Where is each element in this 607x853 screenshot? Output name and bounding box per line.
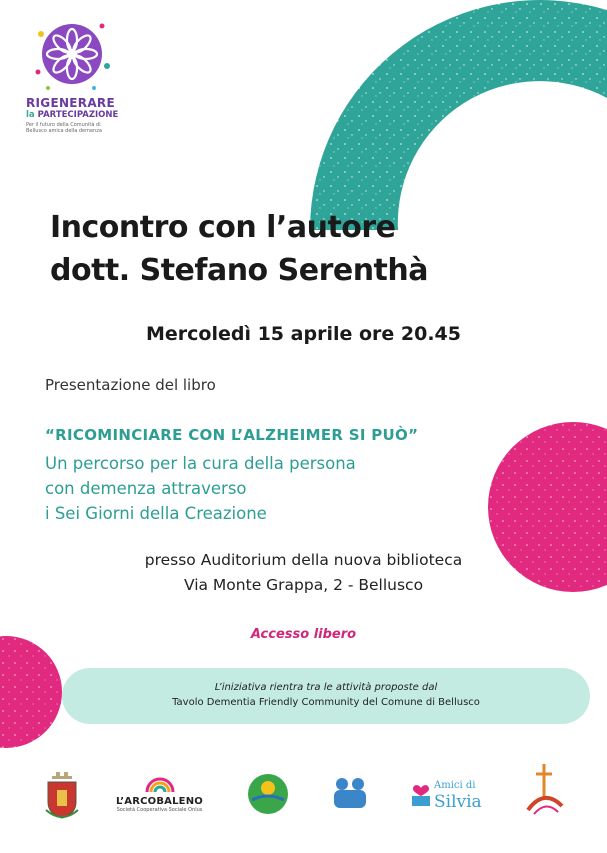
intro-text: Presentazione del libro — [45, 376, 216, 394]
silvia-name: Silvia — [434, 792, 482, 812]
sponsor-logos — [0, 752, 607, 832]
book-sub-line2: con demenza attraverso — [45, 479, 247, 498]
silvia-amici: Amici di — [434, 780, 476, 791]
book-sub-line3: i Sei Giorni della Creazione — [45, 504, 267, 523]
venue-line1: presso Auditorium della nuova biblioteca — [144, 551, 463, 569]
access-note: Accesso libero — [250, 627, 357, 642]
amici-di-silvia-logo — [410, 776, 490, 812]
volunteers-group-logo-icon — [330, 774, 370, 814]
parish-logo-icon — [522, 760, 568, 818]
book-sub-line1: Un percorso per la cura della persona — [45, 454, 356, 473]
arcobaleno-logo — [112, 772, 207, 813]
rigenerare-logo — [26, 14, 146, 134]
banner-line2: Tavolo Dementia Friendly Community del Comune di Bellusco — [172, 697, 480, 708]
heart-hands-icon — [410, 780, 432, 808]
headline-line1: Incontro con l’autore — [50, 210, 396, 245]
headline-line2: dott. Stefano Serenthà — [50, 253, 429, 288]
banner-line1: L’iniziativa rientra tra le attività proposte dal — [214, 682, 438, 693]
teal-arc-decoration — [300, 0, 607, 230]
event-date: Mercoledì 15 aprile ore 20.45 — [145, 323, 461, 345]
logo-title: RIGENERARE — [26, 96, 115, 110]
logo-sub-la: la — [26, 110, 35, 120]
arcobaleno-subtitle: Società Cooperativa Sociale Onlus — [116, 807, 203, 813]
book-subtitle — [45, 451, 465, 526]
logo-sub-word: PARTECIPAZIONE — [37, 110, 119, 120]
flower-logo-icon — [32, 14, 112, 94]
arcobaleno-name: L’ARCOBALENO — [116, 796, 203, 807]
venue — [0, 548, 607, 598]
logo-tagline: Per il futuro della Comunità di Bellusco amica della demenza — [26, 122, 102, 134]
venue-line2: Via Monte Grappa, 2 - Bellusco — [183, 576, 424, 594]
initiative-banner — [62, 668, 590, 724]
rainbow-icon — [144, 772, 176, 792]
nostra-famiglia-logo-icon — [246, 772, 290, 816]
book-title: “RICOMINCIARE CON L’ALZHEIMER SI PUÒ” — [45, 426, 419, 444]
event-headline — [50, 206, 570, 292]
comune-crest-icon — [44, 770, 80, 822]
logo-subtitle — [26, 110, 146, 120]
silvia-text — [434, 778, 482, 810]
pink-half-circle-decoration — [0, 636, 62, 748]
